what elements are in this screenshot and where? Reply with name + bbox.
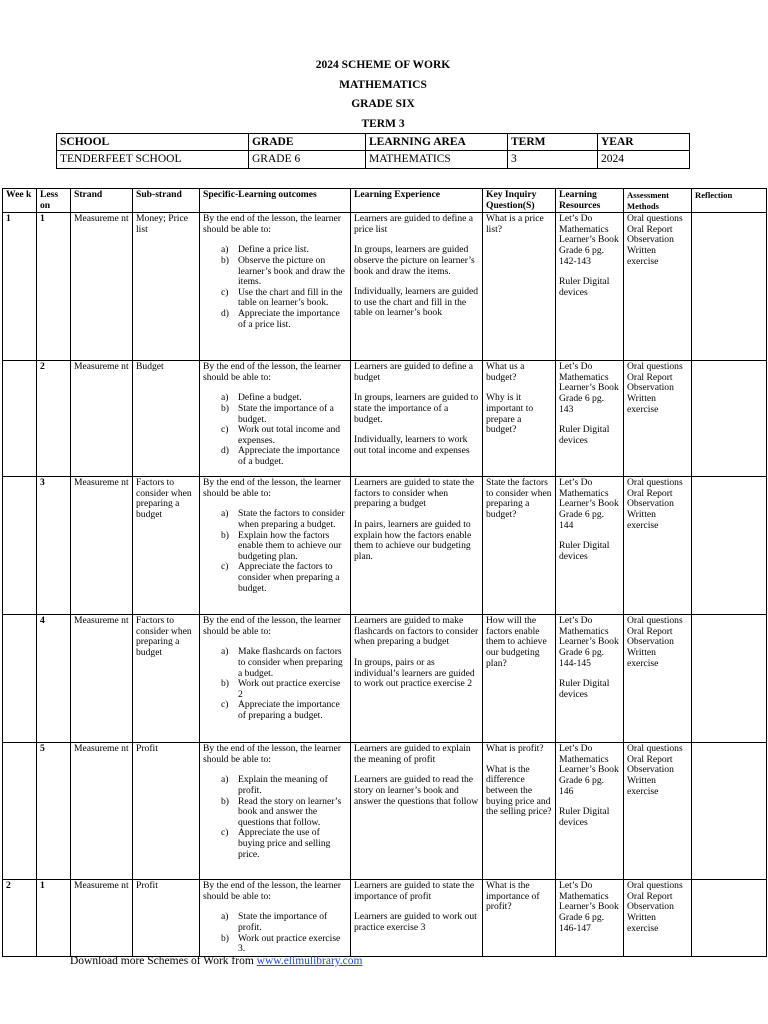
outcome-text: Use the chart and fill in the table on learner’s book.	[238, 286, 343, 309]
experience-text: Learners are guided to explain the meaning of profit	[354, 743, 471, 765]
info-header: GRADE	[249, 134, 366, 151]
inquiry-text: How will the factors enable them to achieve our budgeting plan?	[486, 615, 547, 669]
outcome-marker: b)	[221, 678, 229, 690]
outcomes-cell	[200, 615, 351, 743]
column-header-assessment: Assessment Methods	[624, 189, 692, 213]
outcome-intro: By the end of the lesson, the learner should be able to:	[203, 743, 341, 765]
resources-cell	[556, 213, 624, 361]
assessment-cell	[624, 213, 692, 361]
outcome-list	[203, 509, 347, 594]
resource-text: Let’s Do Mathematics Learner’s Book Grade 6 pg. 146	[559, 743, 619, 797]
experience-cell	[351, 213, 483, 361]
outcome-item	[203, 562, 347, 594]
week-number: 2	[6, 880, 11, 892]
outcome-intro: By the end of the lesson, the learner should be able to:	[203, 615, 341, 637]
info-value: TENDERFEET SCHOOL	[57, 151, 249, 169]
outcome-text: Observe the picture on learner’s book and draw the items.	[238, 254, 345, 288]
week-cell	[3, 615, 37, 743]
info-header-row	[57, 134, 690, 151]
outcome-item	[203, 647, 347, 679]
outcome-marker: d)	[221, 307, 229, 319]
substrand-cell	[133, 477, 200, 615]
footer-link[interactable]: www.elimulibrary.com	[256, 955, 363, 967]
experience-cell	[351, 743, 483, 880]
table-header-row	[3, 189, 767, 213]
outcome-list	[203, 775, 347, 860]
outcome-text: State the factors to consider when preparing a budget.	[238, 508, 345, 530]
outcome-intro: By the end of the lesson, the learner should be able to:	[203, 477, 341, 499]
outcomes-cell	[200, 213, 351, 361]
outcome-marker: c)	[221, 286, 229, 298]
outcome-marker: b)	[221, 529, 229, 541]
substrand-cell	[133, 880, 200, 957]
outcome-text: Explain how the factors enable them to achieve our budgeting plan.	[238, 529, 342, 562]
experience-cell	[351, 880, 483, 957]
assessment-text: Oral questions Oral Report Observation Written exercise	[627, 880, 683, 934]
substrand-text: Money; Price list	[136, 213, 188, 235]
strand-text: Measureme nt	[74, 615, 129, 627]
school-info-table	[56, 133, 690, 169]
experience-text: Learners are guided to state the factors to consider when preparing a budget	[354, 477, 475, 510]
outcome-list	[203, 245, 347, 330]
lesson-number: 5	[40, 743, 45, 755]
strand-cell	[71, 477, 133, 615]
outcome-text: Read the story on learner’s book and answer the questions that follow.	[238, 795, 342, 828]
outcome-text: Define a price list.	[238, 244, 309, 256]
scheme-of-work-table	[2, 188, 767, 957]
experience-text: In groups, pairs or as individual’s learners are guided to work out practice exercise 2	[354, 656, 475, 690]
outcomes-cell	[200, 361, 351, 477]
inquiry-text: Why is it important to prepare a budget?	[486, 392, 534, 436]
inquiry-cell	[483, 615, 556, 743]
outcome-text: Appreciate the importance of a price list.	[238, 307, 340, 330]
outcome-marker: b)	[221, 795, 229, 807]
lesson-number: 2	[40, 361, 45, 373]
info-header: LEARNING AREA	[366, 134, 508, 151]
assessment-cell	[624, 743, 692, 880]
column-header-resources: Learning Resources	[556, 189, 624, 213]
outcome-marker: b)	[221, 932, 229, 944]
strand-text: Measureme nt	[74, 477, 129, 489]
outcome-marker: c)	[221, 424, 229, 436]
experience-cell	[351, 615, 483, 743]
strand-text: Measureme nt	[74, 361, 129, 373]
substrand-cell	[133, 361, 200, 477]
outcome-item	[203, 309, 347, 330]
outcome-item	[203, 256, 347, 288]
resource-text: Let’s Do Mathematics Learner’s Book Grade 6 pg. 146-147	[559, 880, 619, 934]
week-cell	[3, 361, 37, 477]
column-header-week: Wee k	[3, 189, 37, 213]
lesson-cell	[37, 477, 71, 615]
outcome-intro: By the end of the lesson, the learner should be able to:	[203, 880, 341, 902]
inquiry-text: State the factors to consider when preparing a budget?	[486, 477, 552, 520]
resources-cell	[556, 361, 624, 477]
reflection-cell	[692, 743, 767, 880]
column-header-strand: Strand	[71, 189, 133, 213]
outcome-marker: c)	[221, 827, 229, 839]
outcome-text: State the importance of profit.	[238, 911, 328, 933]
inquiry-text: What is a price list?	[486, 213, 544, 235]
substrand-text: Profit	[136, 743, 158, 755]
strand-cell	[71, 615, 133, 743]
strand-text: Measureme nt	[74, 880, 129, 892]
lesson-number: 3	[40, 477, 45, 489]
table-row	[3, 361, 767, 477]
substrand-text: Budget	[136, 361, 164, 373]
table-row	[3, 615, 767, 743]
resource-text: Let’s Do Mathematics Learner’s Book Grade 6 pg. 142-143	[559, 213, 619, 267]
experience-text: Learners are guided to define a price list	[354, 213, 474, 235]
table-row	[3, 477, 767, 615]
substrand-text: Profit	[136, 880, 158, 892]
outcomes-cell	[200, 880, 351, 957]
lesson-number: 4	[40, 615, 45, 627]
substrand-text: Factors to consider when preparing a budget	[136, 615, 192, 658]
experience-text: Individually, learners to work out total income and expenses	[354, 434, 470, 456]
resource-text: Ruler Digital devices	[559, 806, 610, 828]
outcome-text: Appreciate the use of buying price and selling price.	[238, 827, 331, 860]
outcome-marker: d)	[221, 445, 229, 457]
outcome-item	[203, 679, 347, 700]
inquiry-text: What is the importance of profit?	[486, 880, 540, 913]
outcome-text: Appreciate the factors to consider when preparing a budget.	[238, 561, 340, 594]
strand-cell	[71, 361, 133, 477]
experience-text: Individually, learners are guided to use the chart and fill in the table on learner’s book	[354, 286, 479, 319]
info-value: GRADE 6	[249, 151, 366, 169]
resource-text: Ruler Digital devices	[559, 276, 610, 298]
week-cell	[3, 213, 37, 361]
lesson-cell	[37, 743, 71, 880]
assessment-text: Oral questions Oral Report Observation Written exercise	[627, 743, 683, 797]
outcome-item	[203, 934, 347, 955]
column-header-lesson: Less on	[37, 189, 71, 213]
table-row	[3, 743, 767, 880]
outcome-marker: c)	[221, 561, 229, 573]
outcome-item	[203, 288, 347, 309]
footer-text: Download more Schemes of Work from	[70, 955, 257, 967]
assessment-text: Oral questions Oral Report Observation Written exercise	[627, 213, 683, 267]
outcome-marker: a)	[221, 646, 229, 658]
outcome-item	[203, 509, 347, 530]
outcome-text: Appreciate the importance of preparing a budget.	[238, 699, 340, 721]
resource-text: Ruler Digital devices	[559, 678, 610, 700]
inquiry-cell	[483, 361, 556, 477]
resource-text: Ruler Digital devices	[559, 540, 610, 562]
experience-text: Learners are guided to make flashcards on factors to consider when preparing a budget	[354, 615, 479, 648]
week-number: 1	[6, 213, 11, 225]
experience-text: In pairs, learners are guided to explain how the factors enable them to achieve our budgeting plan.	[354, 518, 472, 562]
reflection-cell	[692, 615, 767, 743]
column-header-experience: Learning Experience	[351, 189, 483, 213]
outcome-marker: a)	[221, 774, 229, 786]
lesson-cell	[37, 615, 71, 743]
outcome-marker: a)	[221, 911, 229, 923]
substrand-text: Factors to consider when preparing a budget	[136, 477, 192, 520]
resource-text: Let’s Do Mathematics Learner’s Book Grade 6 pg. 143	[559, 361, 619, 415]
column-header-reflection: Reflection	[692, 189, 767, 213]
inquiry-text: What is profit?	[486, 743, 544, 755]
outcome-marker: a)	[221, 244, 229, 256]
strand-text: Measureme nt	[74, 743, 129, 755]
experience-text: In groups, learners are guided observe the picture on learner’s book and draw the items.	[354, 244, 475, 277]
outcome-item	[203, 531, 347, 563]
week-cell	[3, 880, 37, 957]
footer	[70, 955, 362, 967]
table-row	[3, 880, 767, 957]
inquiry-cell	[483, 880, 556, 957]
experience-cell	[351, 477, 483, 615]
lesson-cell	[37, 880, 71, 957]
outcome-item	[203, 425, 347, 446]
experience-text: Learners are guided to work out practice exercise 3	[354, 911, 477, 933]
outcome-text: Work out practice exercise 2	[238, 678, 341, 700]
outcome-text: Appreciate the importance of a budget.	[238, 445, 340, 467]
resources-cell	[556, 880, 624, 957]
substrand-cell	[133, 615, 200, 743]
title-line: TERM 3	[361, 117, 405, 130]
outcome-item	[203, 404, 347, 425]
week-cell	[3, 477, 37, 615]
resources-cell	[556, 477, 624, 615]
inquiry-cell	[483, 477, 556, 615]
info-value: MATHEMATICS	[366, 151, 508, 169]
resource-text: Ruler Digital devices	[559, 424, 610, 446]
resource-text: Let’s Do Mathematics Learner’s Book Grade 6 pg. 144	[559, 477, 619, 531]
info-header: TERM	[508, 134, 598, 151]
outcome-list	[203, 912, 347, 954]
outcomes-cell	[200, 743, 351, 880]
info-header: YEAR	[598, 134, 690, 151]
strand-text: Measureme nt	[74, 213, 129, 225]
inquiry-text: What is the difference between the buying price and the selling price?	[486, 763, 552, 818]
outcome-item	[203, 828, 347, 860]
outcome-item	[203, 797, 347, 829]
lesson-cell	[37, 213, 71, 361]
inquiry-cell	[483, 743, 556, 880]
strand-cell	[71, 743, 133, 880]
assessment-cell	[624, 361, 692, 477]
column-header-outcomes: Specific-Learning outcomes	[200, 189, 351, 213]
outcome-text: Explain the meaning of profit.	[238, 774, 328, 796]
experience-text: Learners are guided to state the importance of profit	[354, 880, 475, 902]
outcome-marker: b)	[221, 402, 229, 414]
assessment-cell	[624, 477, 692, 615]
assessment-text: Oral questions Oral Report Observation Written exercise	[627, 477, 683, 531]
info-value: 2024	[598, 151, 690, 169]
reflection-cell	[692, 361, 767, 477]
reflection-cell	[692, 213, 767, 361]
outcome-marker: a)	[221, 392, 229, 404]
outcome-text: State the importance of a budget.	[238, 402, 334, 425]
lesson-cell	[37, 361, 71, 477]
reflection-cell	[692, 477, 767, 615]
resources-cell	[556, 615, 624, 743]
column-header-substrand: Sub-strand	[133, 189, 200, 213]
week-cell	[3, 743, 37, 880]
table-body	[3, 213, 767, 957]
inquiry-text: What us a budget?	[486, 361, 525, 383]
outcome-list	[203, 393, 347, 467]
outcome-item	[203, 446, 347, 467]
outcome-item	[203, 700, 347, 721]
strand-cell	[71, 880, 133, 957]
info-value-row	[57, 151, 690, 169]
assessment-text: Oral questions Oral Report Observation Written exercise	[627, 361, 683, 415]
strand-cell	[71, 213, 133, 361]
outcome-text: Work out practice exercise 3.	[238, 932, 341, 955]
experience-cell	[351, 361, 483, 477]
substrand-cell	[133, 743, 200, 880]
table-row	[3, 213, 767, 361]
info-value: 3	[508, 151, 598, 169]
info-header: SCHOOL	[57, 134, 249, 151]
outcome-marker: a)	[221, 508, 229, 520]
title-line: 2024 SCHEME OF WORK	[315, 59, 451, 71]
assessment-cell	[624, 880, 692, 957]
resources-cell	[556, 743, 624, 880]
assessment-cell	[624, 615, 692, 743]
resource-text: Let’s Do Mathematics Learner’s Book Grade 6 pg. 144-145	[559, 615, 619, 669]
outcome-marker: b)	[221, 254, 229, 266]
assessment-text: Oral questions Oral Report Observation Written exercise	[627, 615, 683, 669]
lesson-number: 1	[40, 213, 45, 225]
outcome-list	[203, 647, 347, 721]
title-line: MATHEMATICS	[339, 78, 427, 91]
outcome-intro: By the end of the lesson, the learner should be able to:	[203, 213, 341, 235]
title-line: GRADE SIX	[351, 98, 415, 110]
inquiry-cell	[483, 213, 556, 361]
experience-text: In groups, learners are guided to state the importance of a budget.	[354, 392, 479, 425]
document-titles	[0, 56, 768, 134]
reflection-cell	[692, 880, 767, 957]
experience-text: Learners are guided to define a budget	[354, 361, 474, 383]
outcome-text: Work out total income and expenses.	[238, 424, 341, 446]
outcomes-cell	[200, 477, 351, 615]
outcome-marker: c)	[221, 699, 229, 711]
experience-text: Learners are guided to read the story on learner’s book and answer the questions that follow	[354, 774, 479, 807]
column-header-inquiry: Key Inquiry Question(S)	[483, 189, 556, 213]
outcome-text: Make flashcards on factors to consider when preparing a budget.	[238, 646, 343, 679]
outcome-item	[203, 775, 347, 796]
outcome-intro: By the end of the lesson, the learner should be able to:	[203, 361, 341, 383]
substrand-cell	[133, 213, 200, 361]
outcome-item	[203, 912, 347, 933]
lesson-number: 1	[40, 880, 45, 892]
outcome-text: Define a budget.	[238, 392, 302, 404]
